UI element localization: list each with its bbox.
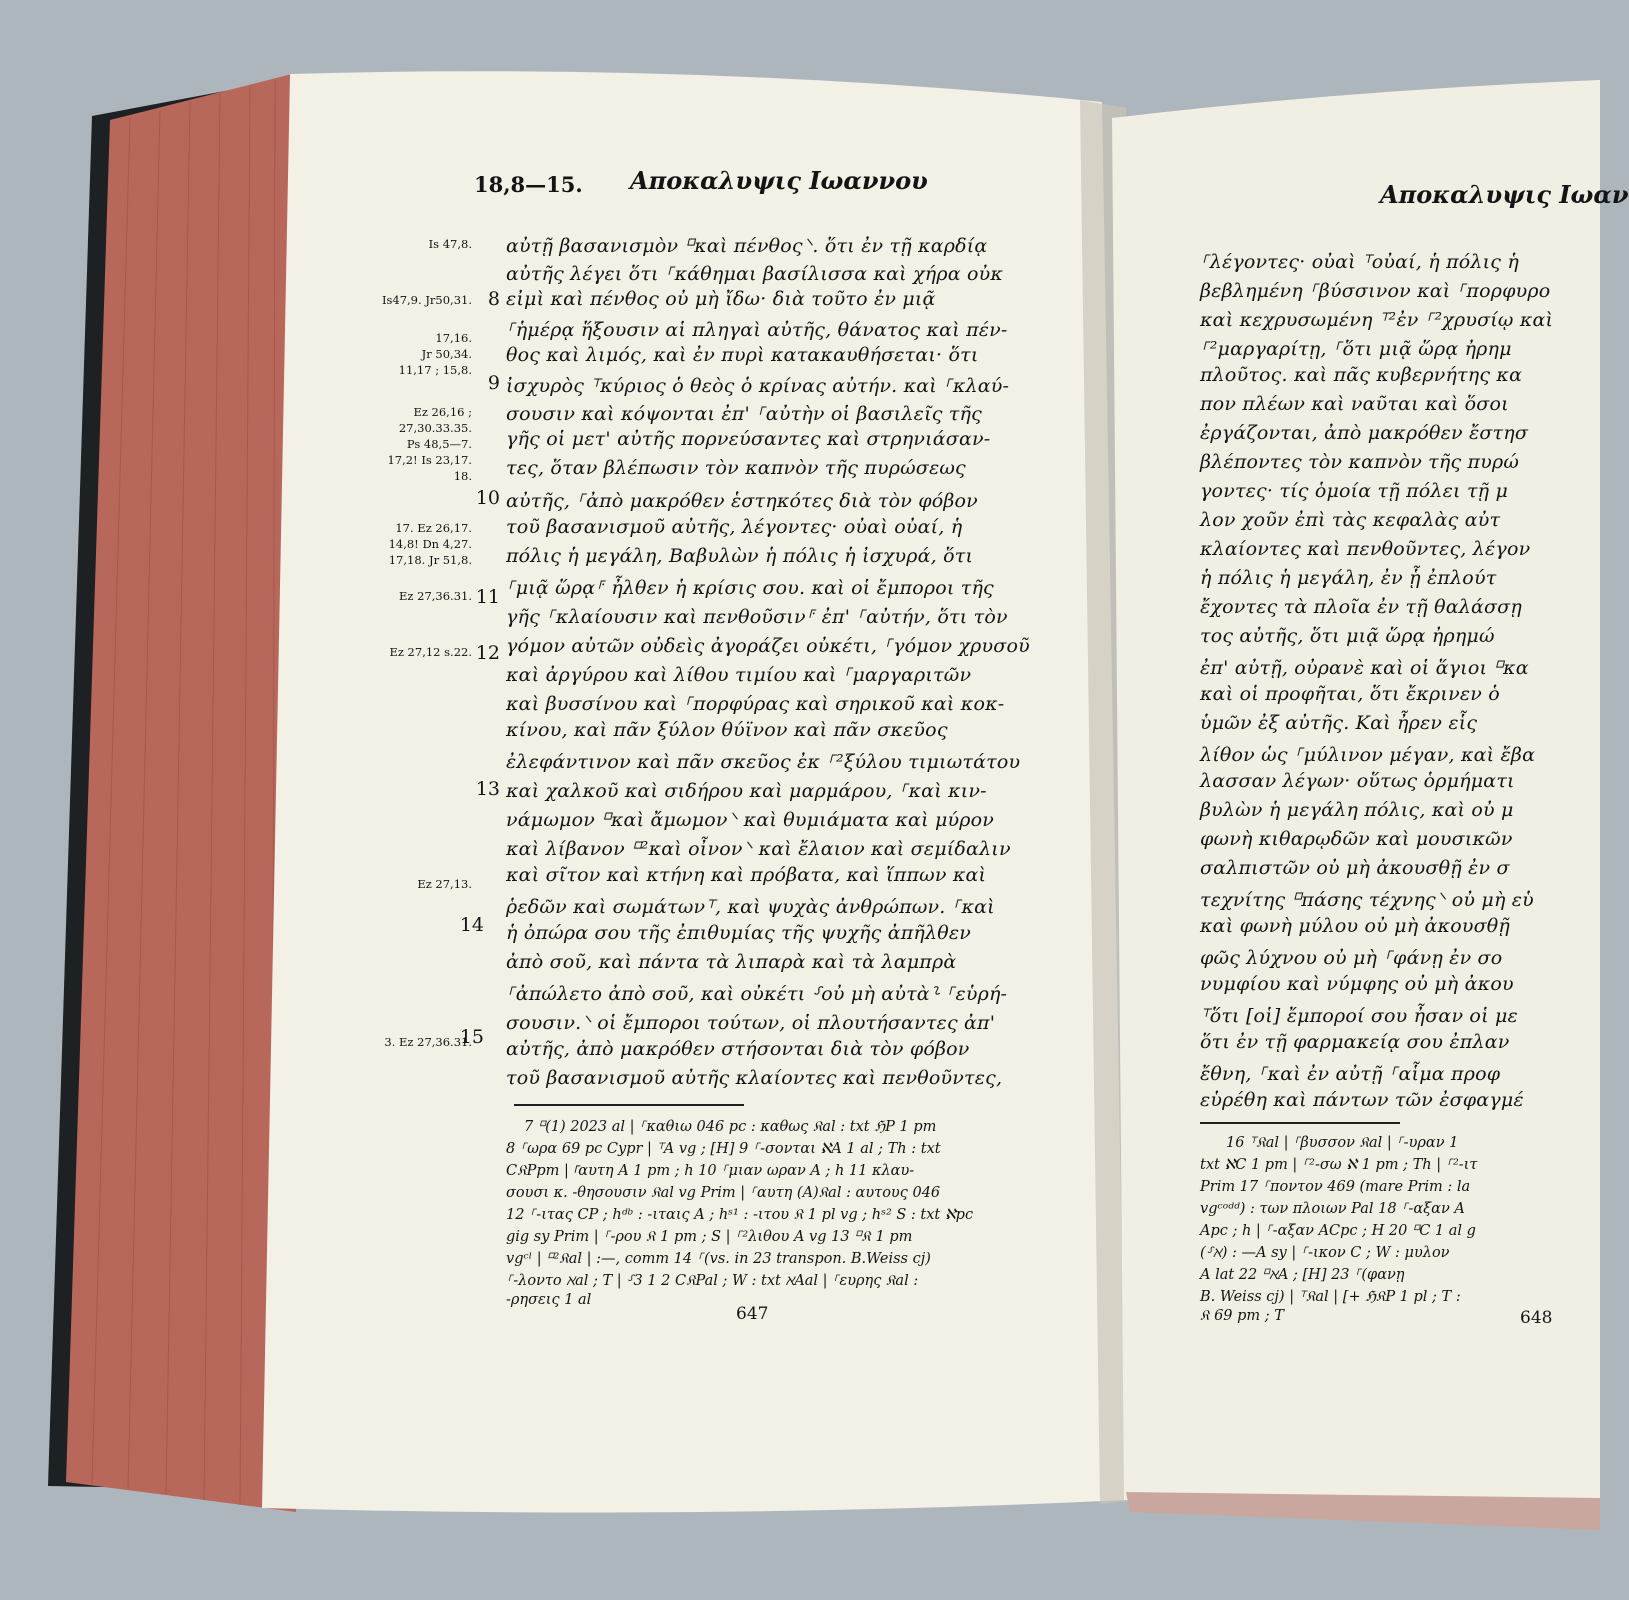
text-line: αὐτῆς λέγει ὅτι ⸀κάθημαι βασίλισσα καὶ χήρα οὐκ [506,263,1004,285]
apparatus-line: 8 ⸀ωρα 69 pc Cypr | ⸆A vg ; [H] 9 ⸀-σονται ℵA 1 al ; Th : txt [506,1141,941,1157]
text-line: φῶς λύχνου οὐ μὴ ⸀φάνῃ ἐν σο [1200,947,1503,969]
page-number-right: 648 [1520,1308,1553,1328]
text-line: ⸀μιᾷ ὥρᾳ⸁ ἦλθεν ἡ κρίσις σου. καὶ οἱ ἔμποροι τῆς [506,577,994,599]
text-line: φωνὴ κιθαρῳδῶν καὶ μουσικῶν [1200,828,1513,850]
text-line: ἔθνη, ⸀καὶ ἐν αὐτῇ ⸀αἷμα προφ [1200,1063,1501,1085]
apparatus-line: 𝔎 69 pm ; T [1200,1308,1284,1324]
margin-ref: 27,30.33.35. [398,421,472,435]
text-line: πόλις ἡ μεγάλη, Βαβυλὼν ἡ πόλις ἡ ἰσχυρά, ὅτι [506,545,974,567]
verse-number: 9 [487,372,500,394]
apparatus-line: Apc ; h | ⸀-αξαν ACpc ; H 20 ⸋C 1 al g [1200,1223,1476,1239]
margin-ref: Ez 27,12 s.22. [389,645,472,659]
text-line: βλέποντες τὸν καπνὸν τῆς πυρώ [1200,451,1520,473]
verse-number: 13 [475,778,500,800]
text-line: ἐργάζονται, ἀπὸ μακρόθεν ἔστησ [1200,422,1529,444]
margin-ref: Ez 27,13. [417,877,472,891]
apparatus-line: (⸉ℵ) : —A sy | ⸀-ικον C ; W : μυλον [1200,1245,1450,1261]
text-line: σουσιν.⸌ οἱ ἔμποροι τούτων, οἱ πλουτήσαντες ἀπ' [506,1012,996,1034]
apparatus-line: A lat 22 ⸋ℵA ; [H] 23 ⸀(φανῃ [1200,1267,1405,1283]
text-line: γόμον αὐτῶν οὐδεὶς ἀγοράζει οὐκέτι, ⸀γόμον χρυσοῦ [506,635,1030,657]
text-line: γοντες· τίς ὁμοία τῇ πόλει τῇ μ [1200,480,1509,502]
apparatus-rule [514,1104,744,1106]
text-line: αὐτῆς, ἀπὸ μακρόθεν στήσονται διὰ τὸν φόβον [506,1038,970,1060]
apparatus-line: B. Weiss cj) | ⸆𝔎al | [+ ℌ𝔎P 1 pl ; T : [1200,1289,1461,1305]
text-line: αὐτῇ βασανισμὸν ⸋καὶ πένθος⸌. ὅτι ἐν τῇ καρδίᾳ [506,235,988,257]
text-line: καὶ οἱ προφῆται, ὅτι ἔκρινεν ὁ [1200,683,1500,705]
text-line: ἡ πόλις ἡ μεγάλη, ἐν ᾗ ἐπλούτ [1200,567,1497,589]
page-number-left: 647 [736,1304,769,1324]
apparatus-line: -ρησεις 1 al [506,1292,592,1308]
right-page [1128,112,1629,1492]
text-line: καὶ λίβανον ⸋²καὶ οἶνον⸌ καὶ ἔλαιον καὶ σεμίδαλιν [506,838,1011,860]
apparatus-line: ⸀-λοντο ℵal ; T | ⸉3 1 2 C𝔎Pal ; W : txt ℵAal | ⸀ευρης 𝔎al : [506,1273,919,1289]
text-line: πον πλέων καὶ ναῦται καὶ ὅσοι [1200,393,1509,415]
text-line: ⸆ὅτι [οἱ] ἔμποροί σου ἦσαν οἱ με [1200,1005,1518,1027]
margin-ref: 18. [453,469,472,483]
text-line: ⸀ἡμέρᾳ ἥξουσιν αἱ πληγαὶ αὐτῆς, θάνατος καὶ πέν- [506,319,1008,341]
text-line: ἐλεφάντινον καὶ πᾶν σκεῦος ἐκ ⸀²ξύλου τιμιωτάτου [506,751,1021,773]
verse-number: 15 [459,1026,484,1048]
text-line: νάμωμον ⸋καὶ ἄμωμον⸌ καὶ θυμιάματα καὶ μύρον [506,809,995,831]
text-line: θος καὶ λιμός, καὶ ἐν πυρὶ κατακαυθήσεται· ὅτι [506,344,979,366]
text-line: ἀπὸ σοῦ, καὶ πάντα τὰ λιπαρὰ καὶ τὰ λαμπρὰ [506,951,957,973]
text-line: καὶ σῖτον καὶ κτήνη καὶ πρόβατα, καὶ ἵππων καὶ [506,864,987,886]
text-line: καὶ βυσσίνου καὶ ⸀πορφύρας καὶ σηρικοῦ καὶ κοκ- [506,693,1005,715]
left-header-title: Αποκαλυψις Ιωαννου [630,166,928,195]
apparatus-line: 12 ⸀-ιτας CP ; hᵈᵇ : -ιταις A ; hˢ¹ : -ιτου 𝔎 1 pl vg ; hˢ² S : txt ℵpc [506,1207,974,1223]
margin-ref: Is47,9. Jr50,31. [381,293,472,307]
text-line: γῆς οἱ μετ' αὐτῆς πορνεύσαντες καὶ στρηνιάσαν- [506,428,991,450]
apparatus-line: C𝔎Ppm | ⸀αυτη A 1 pm ; h 10 ⸀μιαν ωραν A ; h 11 κλαυ- [506,1163,915,1179]
text-line: ἐπ' αὐτῇ, οὐρανὲ καὶ οἱ ἅγιοι ⸋κα [1200,657,1529,679]
text-line: ἡ ὀπώρα σου τῆς ἐπιθυμίας τῆς ψυχῆς ἀπῆλθεν [506,922,972,944]
margin-ref: 17,16. [435,331,472,345]
apparatus-line: gig sy Prim | ⸀-ρου 𝔎 1 pm ; S | ⸀²λιθου A vg 13 ⸋𝔎 1 pm [506,1229,913,1245]
text-line: ὑμῶν ἐξ αὐτῆς. Καὶ ἦρεν εἷς [1200,712,1478,734]
text-line: πλοῦτος. καὶ πᾶς κυβερνήτης κα [1200,364,1523,386]
margin-ref: Ez 26,16 ; [413,405,472,419]
text-line: εἰμὶ καὶ πένθος οὐ μὴ ἴδω· διὰ τοῦτο ἐν μιᾷ [506,288,936,310]
text-line: τος αὐτῆς, ὅτι μιᾷ ὥρᾳ ἠρημώ [1200,625,1495,647]
apparatus-line: Prim 17 ⸀ποντον 469 (mare Prim : la [1200,1179,1471,1195]
apparatus-line: σουσι κ. -θησουσιν 𝔎al vg Prim | ⸀αυτη (A)𝔎al : αυτους 046 [506,1185,941,1201]
margin-ref: Is 47,8. [428,237,472,251]
text-line: καὶ ἀργύρου καὶ λίθου τιμίου καὶ ⸀μαργαριτῶν [506,664,972,686]
text-line: ἔχοντες τὰ πλοῖα ἐν τῇ θαλάσσῃ [1200,596,1522,618]
text-line: ⸀λέγοντες· οὐαὶ ⸆οὐαί, ἡ πόλις ἡ [1200,251,1519,273]
text-line: λίθον ὡς ⸀μύλινον μέγαν, καὶ ἔβα [1200,744,1536,766]
text-line: καὶ χαλκοῦ καὶ σιδήρου καὶ μαρμάρου, ⸀καὶ κιν- [506,780,987,802]
text-line: καὶ κεχρυσωμένη ⸆²ἐν ⸀²χρυσίῳ καὶ [1200,309,1554,331]
text-line: λον χοῦν ἐπὶ τὰς κεφαλὰς αὐτ [1200,509,1501,531]
margin-ref: 17,2! Is 23,17. [387,453,472,467]
margin-ref: 11,17 ; 15,8. [398,363,472,377]
text-line: βυλὼν ἡ μεγάλη πόλις, καὶ οὐ μ [1200,799,1514,821]
text-line: τοῦ βασανισμοῦ αὐτῆς κλαίοντες καὶ πενθοῦντες, [506,1067,1003,1089]
text-line: τεχνίτης ⸋πάσης τέχνης⸌ οὐ μὴ εὑ [1200,889,1534,911]
text-line: τοῦ βασανισμοῦ αὐτῆς, λέγοντες· οὐαὶ οὐαί, ἡ [506,516,963,538]
margin-ref: Jr 50,34. [421,347,472,361]
verse-number: 8 [487,288,500,310]
margin-ref: Ps 48,5—7. [406,437,472,451]
margin-ref: 17,18. Jr 51,8. [388,553,472,567]
text-line: λασσαν λέγων· οὕτως ὁρμήματι [1200,770,1515,792]
text-line: νυμφίου καὶ νύμφης οὐ μὴ ἀκου [1200,973,1514,995]
left-page [262,72,1122,1512]
text-line: ἰσχυρὸς ⸆κύριος ὁ θεὸς ὁ κρίνας αὐτήν. καὶ ⸀κλαύ- [506,375,1010,397]
text-line: ὅτι ἐν τῇ φαρμακείᾳ σου ἐπλαν [1200,1031,1510,1053]
text-line: ῥεδῶν καὶ σωμάτων⸆, καὶ ψυχὰς ἀνθρώπων. ⸀καὶ [506,896,995,918]
apparatus-line: vgᶜᵒᵈᵈ) : των πλοιων Pal 18 ⸀-αξαν A [1200,1201,1465,1217]
text-line: τες, ὅταν βλέπωσιν τὸν καπνὸν τῆς πυρώσεως [506,457,966,479]
margin-ref: 3. Ez 27,36.31. [384,1035,472,1049]
text-line: ⸀²μαργαρίτῃ, ⸀ὅτι μιᾷ ὥρᾳ ἠρημ [1200,338,1512,360]
margin-ref: Ez 27,36.31. [399,589,472,603]
verse-number: 10 [475,487,500,509]
text-line: κίνου, καὶ πᾶν ξύλον θύϊνον καὶ πᾶν σκεῦος [506,719,948,741]
text-line: εὑρέθη καὶ πάντων τῶν ἐσφαγμέ [1200,1089,1524,1111]
text-line: σαλπιστῶν οὐ μὴ ἀκουσθῇ ἐν σ [1200,857,1510,879]
apparatus-line: 16 ⸆𝔎al | ⸀βυσσον 𝔎al | ⸀-υραν 1 [1226,1135,1459,1151]
text-line: γῆς ⸀κλαίουσιν καὶ πενθοῦσιν⸁ ἐπ' ⸀αὐτήν, ὅτι τὸν [506,606,1008,628]
apparatus-line: vgᶜˡ | ⸋²𝔎al | :—, comm 14 ⸀(vs. in 23 transpon. B.Weiss cj) [506,1251,931,1267]
text-line: ⸀ἀπώλετο ἀπὸ σοῦ, καὶ οὐκέτι ⸉οὐ μὴ αὐτὰ⸊ ⸀εὑρή- [506,983,1008,1005]
verse-number: 12 [475,642,500,664]
margin-ref: 14,8! Dn 4,27. [388,537,472,551]
left-header-ref: 18,8—15. [474,172,583,197]
apparatus-line: 7 ⸋(1) 2023 al | ⸀καθιω 046 pc : καθως 𝔎al : txt ℌP 1 pm [524,1119,937,1135]
verse-number: 14 [459,914,484,936]
apparatus-line: txt ℵC 1 pm | ⸀²-σω ℵ 1 pm ; Th | ⸀²-ιτ [1200,1157,1478,1173]
text-line: βεβλημένη ⸀βύσσινον καὶ ⸀πορφυρο [1200,280,1551,302]
right-header-title: Αποκαλυψις Ιωαν [1380,180,1629,209]
text-line: κλαίοντες καὶ πενθοῦντες, λέγον [1200,538,1531,560]
verse-number: 11 [475,586,500,608]
text-line: αὐτῆς, ⸀ἀπὸ μακρόθεν ἑστηκότες διὰ τὸν φόβον [506,490,978,512]
text-line: σουσιν καὶ κόψονται ἐπ' ⸀αὐτὴν οἱ βασιλεῖς τῆς [506,403,982,425]
text-line: καὶ φωνὴ μύλου οὐ μὴ ἀκουσθῇ [1200,915,1510,937]
apparatus-rule [1200,1122,1400,1124]
margin-ref: 17. Ez 26,17. [395,521,472,535]
